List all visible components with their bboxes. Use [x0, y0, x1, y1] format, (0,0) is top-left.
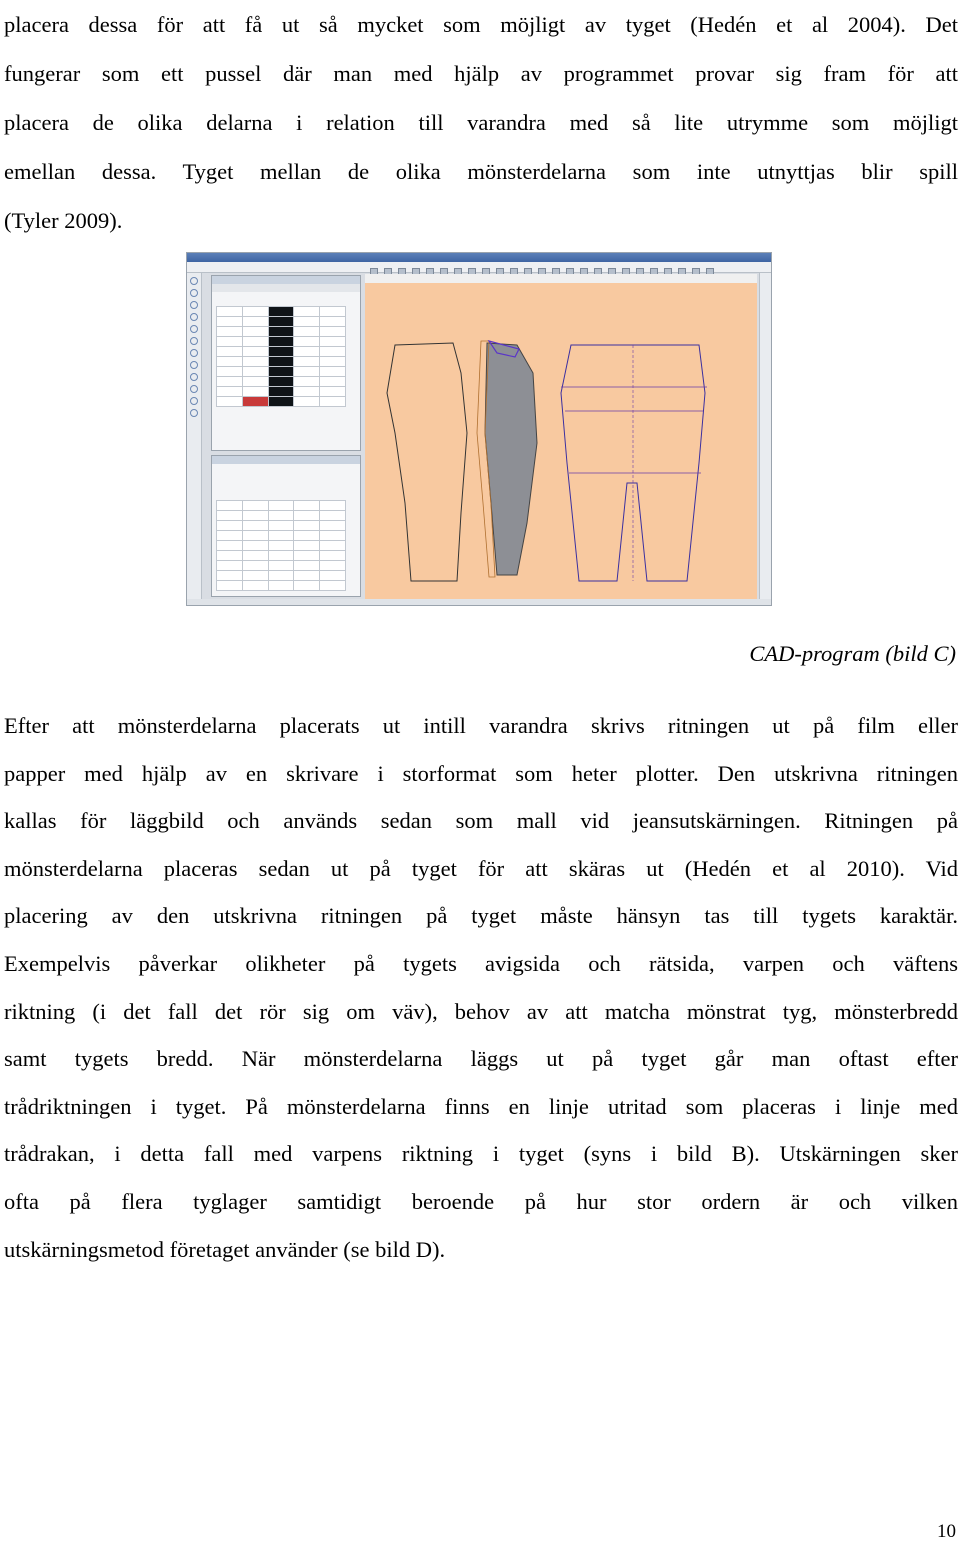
panel-header [212, 456, 360, 464]
window-title-bar [187, 253, 771, 262]
text-line: trådrakan, i detta fall med varpens riktning i tyget (syns i bild B). Utskärningen sker [4, 1141, 958, 1167]
status-bar [187, 599, 771, 605]
toolbar [367, 263, 767, 273]
text-line: kallas för läggbild och används sedan som mall vid jeansutskärningen. Ritningen på [4, 808, 958, 834]
text-line: trådriktningen i tyget. På mönsterdelarna finns en linje utritad som placeras i linje med [4, 1093, 958, 1119]
text-line: Efter att mönsterdelarna placerats ut intill varandra skrivs ritningen ut på film eller [4, 713, 958, 738]
text-line: (Tyler 2009). [4, 208, 123, 233]
right-tool-panel [759, 273, 772, 603]
text-line: mönsterdelarna placeras sedan ut på tyget för att skäras ut (Hedén et al 2010). Vid [4, 855, 958, 881]
text-line: placering av den utskrivna ritningen på tyget måste hänsyn tas till tygets karaktär. [4, 903, 958, 929]
paragraph-plotting [4, 702, 958, 1273]
text-line: fungerar som ett pussel där man med hjälp av programmet provar sig fram för att [4, 61, 958, 86]
page-number: 10 [937, 1521, 956, 1542]
text-line: Exempelvis påverkar olikheter på tygets avigsida och rätsida, varpen och väftens [4, 950, 958, 976]
rules-library-panel [211, 455, 361, 597]
grading-table-panel [211, 275, 361, 451]
text-line: emellan dessa. Tyget mellan de olika mönsterdelarna som inte utnyttjas blir spill [4, 159, 958, 184]
paragraph-intro [4, 0, 958, 245]
pattern-canvas [365, 283, 757, 603]
panel-tabs [212, 284, 360, 292]
panel-header [212, 276, 360, 284]
text-line: papper med hjälp av en skrivare i storformat som heter plotter. Den utskrivna ritningen [4, 760, 958, 786]
figure-caption: CAD-program (bild C) [749, 641, 956, 666]
left-tool-palette [187, 273, 202, 603]
text-line: placera dessa för att få ut så mycket som möjligt av tyget (Hedén et al 2004). Det [4, 12, 958, 37]
text-line: utskärningsmetod företaget använder (se bild D). [4, 1236, 446, 1262]
text-line: riktning (i det fall det rör sig om väv), behov av att matcha mönstrat tyg, mönsterbredd [4, 998, 958, 1024]
text-line: placera de olika delarna i relation till varandra med så lite utrymme som möjligt [4, 110, 958, 135]
pattern-drawing [365, 283, 757, 603]
cad-program-screenshot [186, 252, 772, 606]
rules-grid [216, 500, 346, 591]
text-line: ofta på flera tyglager samtidigt beroende på hur stor ordern är och vilken [4, 1188, 958, 1214]
trouser-front-piece [387, 343, 467, 581]
text-line: samt tygets bredd. När mönsterdelarna läggs ut på tyget går man oftast efter [4, 1046, 958, 1072]
grading-grid [216, 306, 346, 407]
